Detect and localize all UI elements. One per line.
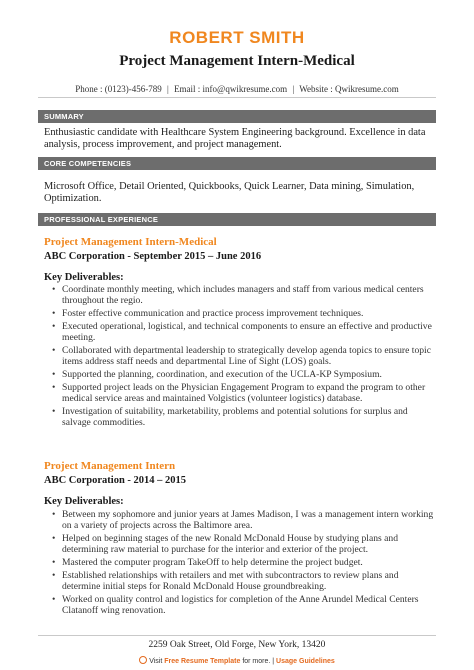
contact-website[interactable]: Website : Qwikresume.com <box>299 84 399 94</box>
footer-brand-line: Visit Free Resume Template for more. | Usage Guidelines <box>0 656 474 666</box>
key-deliverables-label: Key Deliverables: <box>44 496 124 507</box>
footer-divider <box>38 635 436 636</box>
candidate-name: ROBERT SMITH <box>169 28 305 47</box>
job-title: Project Management Intern <box>44 460 176 472</box>
list-item: • Collaborated with departmental leadership to strategically develop agenda topics to ensure topic items address staff needs and departmental Line of Sight (LOS) goals. <box>62 345 434 367</box>
brand-prefix: Visit <box>149 658 165 665</box>
list-item: • Between my sophomore and junior years at James Madison, I was a management intern working on a variety of projects across the Baltimore area. <box>62 509 434 531</box>
deliverables-list <box>62 509 434 618</box>
competencies-text: Microsoft Office, Detail Oriented, Quickbooks, Quick Learner, Data mining, Simulation, Optimization. <box>44 181 415 205</box>
list-item: • Supported project leads on the Physician Engagement Program to expand the program to other medical service areas and maintained Volgistics (volunteer logistics) database. <box>62 382 434 404</box>
section-heading-competencies: CORE COMPETENCIES <box>38 157 436 170</box>
section-heading-summary: SUMMARY <box>38 110 436 123</box>
job-header <box>44 460 434 487</box>
key-deliverables-label: Key Deliverables: <box>44 272 124 283</box>
list-item: • Helped on beginning stages of the new Ronald McDonald House by studying plans and determining raw material to purchase for the interior and exterior of the project. <box>62 533 434 555</box>
contact-email[interactable]: Email : info@qwikresume.com <box>174 84 288 94</box>
list-item: • Established relationships with retailers and met with subcontractors to review plans and determine initial steps for Ronald McDonald House groundbreaking. <box>62 570 434 592</box>
summary-text: Enthusiastic candidate with Healthcare System Engineering background. Excellence in data analysis, process improvement, and project management. <box>44 127 426 151</box>
resume-footer <box>0 639 474 666</box>
brand-middle: for more. <box>240 658 271 665</box>
usage-guidelines-link[interactable]: Usage Guidelines <box>276 658 335 665</box>
job-header <box>44 236 434 263</box>
contact-separator: | <box>292 84 295 94</box>
list-item: • Supported the planning, coordination, and execution of the UCLA-KP Symposium. <box>62 369 434 380</box>
list-item: • Executed operational, logistical, and technical components to ensure an effective and productive meeting. <box>62 321 434 343</box>
footer-address: 2259 Oak Street, Old Forge, New York, 13420 <box>148 640 326 650</box>
candidate-title: Project Management Intern-Medical <box>119 53 355 69</box>
section-heading-experience: PROFESSIONAL EXPERIENCE <box>38 213 436 226</box>
list-item: • Foster effective communication and practice process improvement techniques. <box>62 308 434 319</box>
deliverables-list <box>62 284 434 430</box>
job-organization: ABC Corporation - September 2015 – June 2016 <box>44 251 262 262</box>
list-item: • Worked on quality control and logistics for completion of the Anne Arundel Medical Centers Clatanoff wing renovation. <box>62 594 434 616</box>
job-organization: ABC Corporation - 2014 – 2015 <box>44 475 187 486</box>
qwikresume-logo-icon <box>139 656 147 664</box>
list-item: • Investigation of suitability, marketability, problems and potential solutions for surplus and salvage commodities. <box>62 406 434 428</box>
list-item: • Mastered the computer program TakeOff to help determine the project budget. <box>62 557 434 568</box>
free-resume-template-link[interactable]: Free Resume Template <box>164 658 241 665</box>
resume-header <box>0 28 474 95</box>
list-item: • Coordinate monthly meeting, which includes managers and staff from various medical centers throughout the regio. <box>62 284 434 306</box>
job-title: Project Management Intern-Medical <box>44 236 217 248</box>
contact-line <box>0 83 474 95</box>
contact-phone: Phone : (0123)-456-789 <box>75 84 162 94</box>
header-divider <box>38 97 436 98</box>
contact-separator: | <box>167 84 169 94</box>
